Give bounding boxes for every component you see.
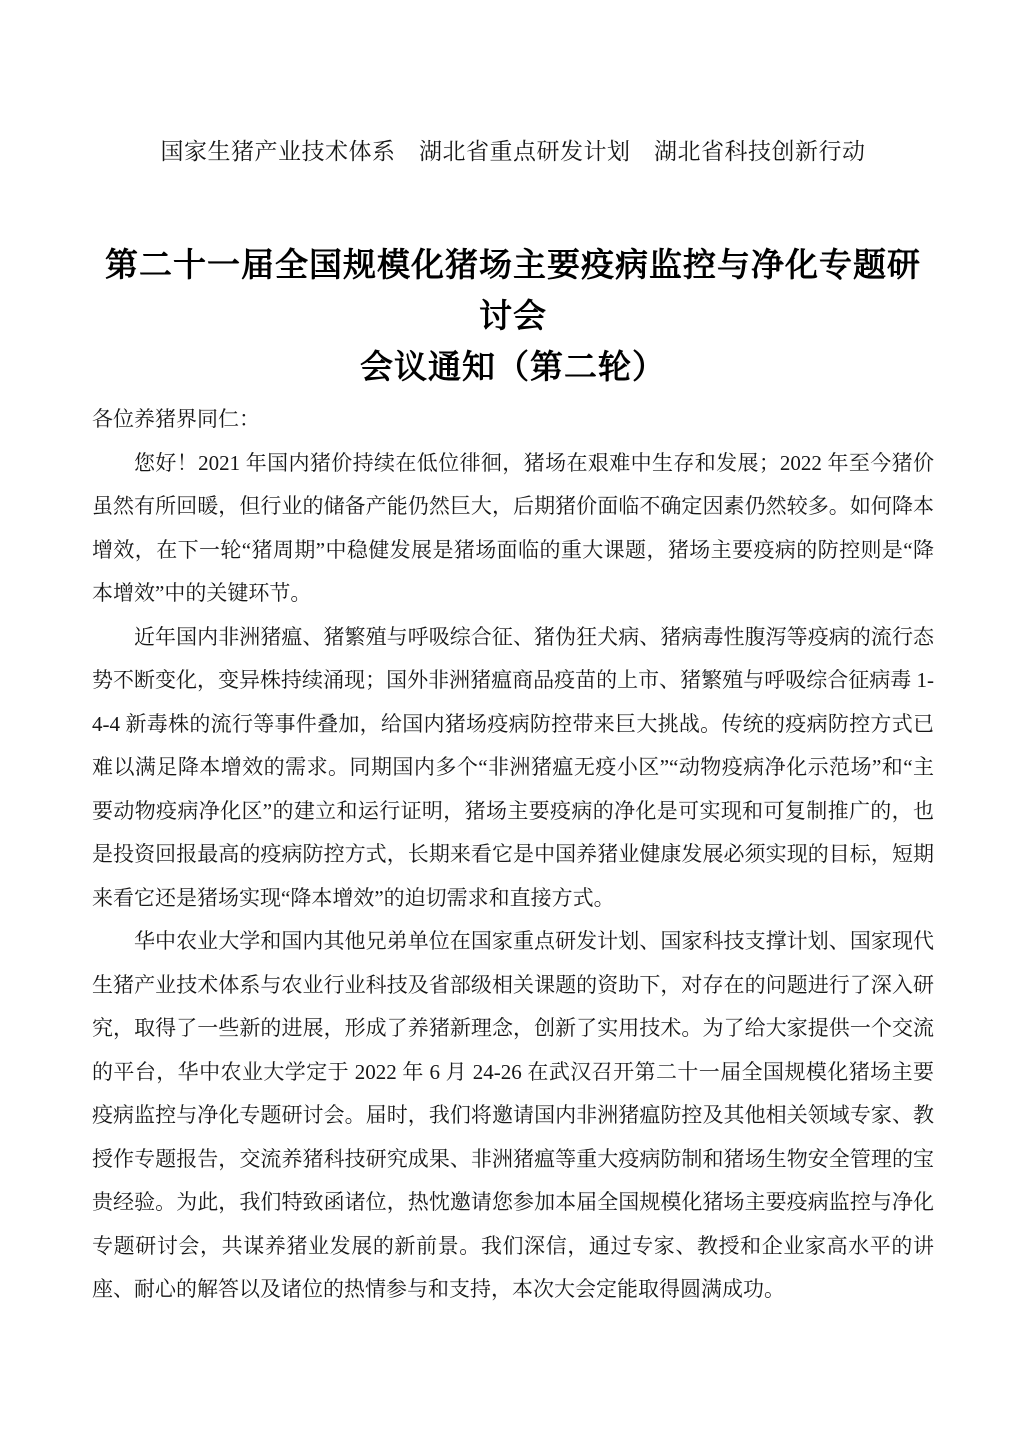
doc-header-programs: 国家生猪产业技术体系 湖北省重点研发计划 湖北省科技创新行动 — [160, 139, 866, 164]
salutation: 各位养猪界同仁： — [92, 407, 260, 431]
doc-title-line2: 会议通知（第二轮） — [360, 348, 666, 385]
paragraph-invitation: 华中农业大学和国内其他兄弟单位在国家重点研发计划、国家科技支撑计划、国家现代生猪产业技术体系与农业行业科技及省部级相关课题的资助下，对存在的问题进行了深入研究，取得了一些新的进展，形成了养猪新理念，创新了实用技术。为了给大家提供一个交流的平台，华中农业大学定于 2022 年 6 月 24-26 在武汉召开第二十一届全国规模化猪场主要疫病监控与净化专题研讨会。届时，我们将邀请国内非洲猪瘟防控及其他相关领域专家、教授作专题报告，交流养猪科技研究成果、非洲猪瘟等重大疫病防制和猪场生物安全管理的宝贵经验。为此，我们特致函诸位，热忱邀请您参加本届全国规模化猪场主要疫病监控与净化专题研讨会，共谋养猪业发展的新前景。我们深信，通过专家、教授和企业家高水平的讲座、耐心的解答以及诸位的热情参与和支持，本次大会定能取得圆满成功。 — [92, 929, 934, 1301]
paragraph-intro: 您好！2021 年国内猪价持续在低位徘徊，猪场在艰难中生存和发展；2022 年至今猪价虽然有所回暖，但行业的储备产能仍然巨大，后期猪价面临不确定因素仍然较多。如何降本增效，在下一轮“猪周期”中稳健发展是猪场面临的重大课题，猪场主要疫病的防控则是“降本增效”中的关键环节。 — [92, 450, 934, 605]
paragraph-epidemic-situation: 近年国内非洲猪瘟、猪繁殖与呼吸综合征、猪伪狂犬病、猪病毒性腹泻等疫病的流行态势不断变化，变异株持续涌现；国外非洲猪瘟商品疫苗的上市、猪繁殖与呼吸综合征病毒 1-4-4 新毒株的流行等事件叠加，给国内猪场疫病防控带来巨大挑战。传统的疫病防控方式已难以满足降本增效的需求。同期国内多个“非洲猪瘟无疫小区”“动物疫病净化示范场”和“主要动物疫病净化区”的建立和运行证明，猪场主要疫病的净化是可实现和可复制推广的，也是投资回报最高的疫病防控方式，长期来看它是中国养猪业健康发展必须实现的目标，短期来看它还是猪场实现“降本增效”的迫切需求和直接方式。 — [92, 624, 934, 910]
doc-body — [92, 398, 934, 1312]
doc-title-line1: 第二十一届全国规模化猪场主要疫病监控与净化专题研讨会 — [105, 246, 921, 334]
doc-title — [92, 239, 934, 392]
